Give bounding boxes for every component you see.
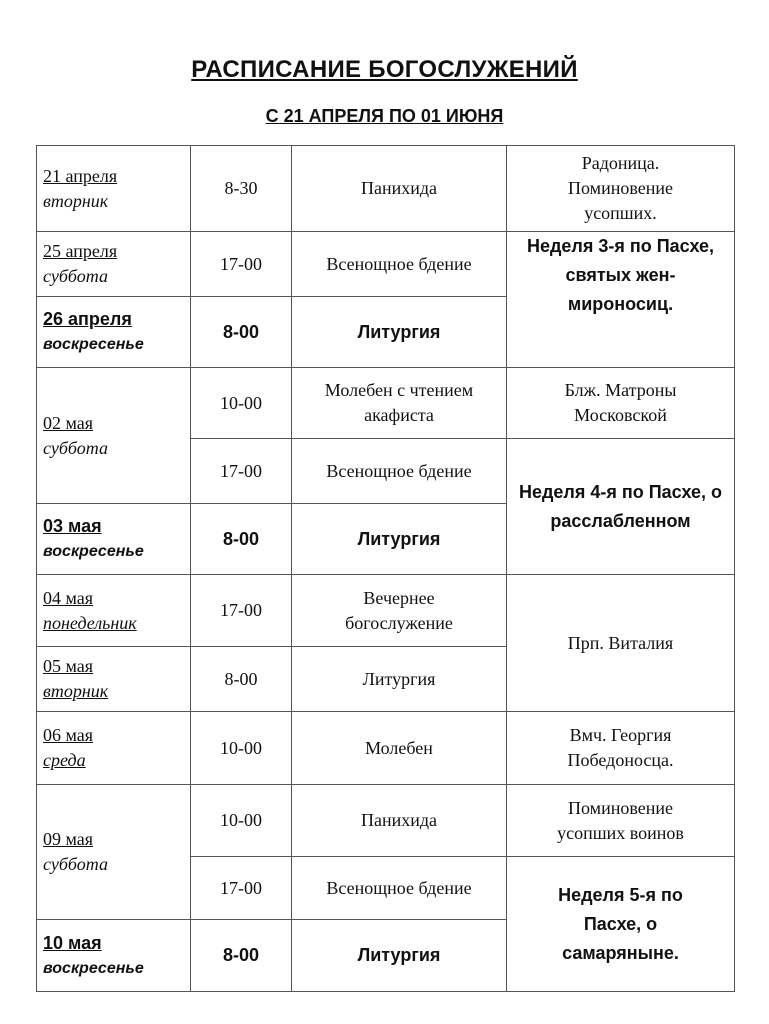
time-cell: 8-00 <box>191 297 292 368</box>
service-cell: Панихида <box>292 146 507 232</box>
service-cell: Молебен <box>292 712 507 785</box>
time-cell: 17-00 <box>191 439 292 504</box>
date-cell <box>37 712 191 785</box>
page-subtitle: С 21 АПРЕЛЯ ПО 01 ИЮНЯ <box>265 106 504 126</box>
date: 21 апреля <box>43 165 118 186</box>
table-row <box>37 575 735 647</box>
service-cell: Всенощное бдение <box>292 439 507 504</box>
date: 26 апреля <box>43 309 132 329</box>
occasion-cell: Прп. Виталия <box>507 575 735 712</box>
date: 06 мая <box>43 725 94 745</box>
time-cell: 10-00 <box>191 712 292 785</box>
date: 05 мая <box>43 656 94 676</box>
date-cell <box>37 297 191 368</box>
table-row <box>37 146 735 232</box>
table-row <box>37 232 735 297</box>
page-title: РАСПИСАНИЕ БОГОСЛУЖЕНИЙ <box>191 56 578 83</box>
service-cell: Молебен с чтением акафиста <box>292 368 507 439</box>
occasion-cell: Блж. Матроны Московской <box>507 368 735 439</box>
date: 10 мая <box>43 932 102 953</box>
weekday: суббота <box>43 266 108 286</box>
occasion-cell: Неделя 3-я по Пасхе, святых жен-мироносиц. <box>507 232 735 368</box>
service-cell: Литургия <box>292 504 507 575</box>
occasion-cell: Вмч. Георгия Победоносца. <box>507 712 735 785</box>
occasion-cell: Поминовение усопших воинов <box>507 785 735 857</box>
weekday: понедельник <box>43 612 137 633</box>
time-cell: 8-30 <box>191 146 292 232</box>
date-cell <box>37 647 191 712</box>
time-cell: 8-00 <box>191 920 292 992</box>
service-cell: Всенощное бдение <box>292 232 507 297</box>
schedule-table <box>36 145 735 992</box>
date: 02 мая <box>43 412 94 433</box>
date-cell <box>37 504 191 575</box>
date-cell <box>37 920 191 992</box>
service-cell: Всенощное бдение <box>292 857 507 920</box>
weekday: воскресенье <box>43 959 144 977</box>
weekday: воскресенье <box>43 543 144 560</box>
date-cell <box>37 785 191 920</box>
service-cell: Вечернее богослужение <box>292 575 507 647</box>
occasion-cell: Неделя 5-я по Пасхе, о самаряныне. <box>507 857 735 992</box>
weekday: суббота <box>43 854 108 874</box>
date-cell <box>37 232 191 297</box>
service-cell: Литургия <box>292 647 507 712</box>
occasion-cell: Неделя 4-я по Пасхе, о расслабленном <box>507 439 735 575</box>
time-cell: 17-00 <box>191 857 292 920</box>
date: 09 мая <box>43 829 94 849</box>
time-cell: 17-00 <box>191 575 292 647</box>
date-cell <box>37 146 191 232</box>
service-cell: Панихида <box>292 785 507 857</box>
time-cell: 8-00 <box>191 647 292 712</box>
date-cell <box>37 575 191 647</box>
weekday: суббота <box>43 437 108 458</box>
time-cell: 17-00 <box>191 232 292 297</box>
date-cell <box>37 368 191 504</box>
weekday: вторник <box>43 190 109 211</box>
time-cell: 10-00 <box>191 785 292 857</box>
service-cell: Литургия <box>292 297 507 368</box>
weekday: вторник <box>43 681 109 701</box>
weekday: воскресенье <box>43 336 144 353</box>
service-cell: Литургия <box>292 920 507 992</box>
table-row <box>37 368 735 439</box>
date: 25 апреля <box>43 241 118 261</box>
time-cell: 10-00 <box>191 368 292 439</box>
table-row <box>37 712 735 785</box>
date: 03 мая <box>43 516 102 536</box>
table-row <box>37 785 735 857</box>
weekday: среда <box>43 750 86 770</box>
occasion-cell: Радоница. Поминовение усопших. <box>507 146 735 232</box>
time-cell: 8-00 <box>191 504 292 575</box>
date: 04 мая <box>43 587 94 608</box>
